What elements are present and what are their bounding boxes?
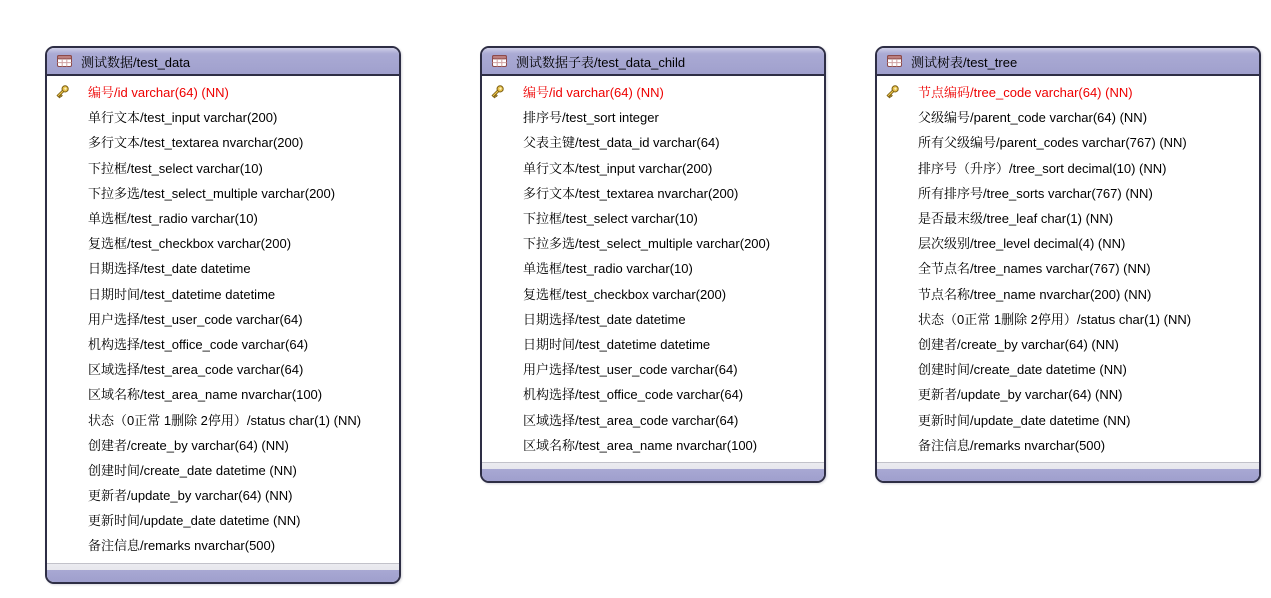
field-label: 日期时间/test_datetime datetime bbox=[88, 286, 276, 302]
field-label: 编号/id varchar(64) (NN) bbox=[88, 85, 229, 101]
field-label: 日期选择/test_date datetime bbox=[88, 261, 251, 277]
field-row[interactable] bbox=[47, 457, 399, 482]
field-label: 节点名称/tree_name nvarchar(200) (NN) bbox=[918, 286, 1152, 302]
field-label: 编号/id varchar(64) (NN) bbox=[523, 85, 664, 101]
entity-field-list bbox=[47, 76, 399, 563]
field-label: 下拉多选/test_select_multiple varchar(200) bbox=[523, 236, 771, 252]
primary-key-icon bbox=[53, 83, 71, 101]
table-icon bbox=[57, 55, 72, 67]
field-row[interactable] bbox=[47, 180, 399, 205]
field-row[interactable] bbox=[482, 381, 824, 406]
field-label: 创建时间/create_date datetime (NN) bbox=[88, 462, 297, 478]
field-row[interactable] bbox=[47, 406, 399, 431]
field-row[interactable] bbox=[47, 281, 399, 306]
field-label: 更新者/update_by varchar(64) (NN) bbox=[88, 488, 293, 504]
field-label: 用户选择/test_user_code varchar(64) bbox=[88, 311, 303, 327]
field-row-primary-key[interactable] bbox=[877, 79, 1259, 104]
entity-title: 测试树表/test_tree bbox=[911, 54, 1018, 70]
field-label: 下拉框/test_select varchar(10) bbox=[88, 160, 263, 176]
field-row[interactable] bbox=[482, 331, 824, 356]
field-row[interactable] bbox=[877, 155, 1259, 180]
table-icon bbox=[887, 55, 902, 67]
field-row[interactable] bbox=[47, 507, 399, 532]
field-label: 更新时间/update_date datetime (NN) bbox=[88, 513, 301, 529]
entity-card-test-tree[interactable] bbox=[875, 46, 1261, 483]
field-label: 状态（0正常 1删除 2停用）/status char(1) (NN) bbox=[88, 412, 362, 428]
field-row[interactable] bbox=[877, 331, 1259, 356]
field-label: 创建时间/create_date datetime (NN) bbox=[918, 362, 1127, 378]
field-label: 多行文本/test_textarea nvarchar(200) bbox=[523, 185, 739, 201]
field-row[interactable] bbox=[877, 381, 1259, 406]
entity-field-list bbox=[482, 76, 824, 462]
field-row[interactable] bbox=[482, 180, 824, 205]
field-row[interactable] bbox=[877, 230, 1259, 255]
field-label: 单行文本/test_input varchar(200) bbox=[88, 110, 278, 126]
field-label: 备注信息/remarks nvarchar(500) bbox=[918, 437, 1106, 453]
field-row[interactable] bbox=[47, 255, 399, 280]
field-row[interactable] bbox=[47, 432, 399, 457]
field-row-primary-key[interactable] bbox=[482, 79, 824, 104]
field-row[interactable] bbox=[482, 255, 824, 280]
field-row[interactable] bbox=[877, 104, 1259, 129]
entity-field-list bbox=[877, 76, 1259, 462]
field-label: 复选框/test_checkbox varchar(200) bbox=[523, 286, 727, 302]
field-row[interactable] bbox=[482, 230, 824, 255]
field-row[interactable] bbox=[47, 331, 399, 356]
entity-title: 测试数据子表/test_data_child bbox=[516, 54, 686, 70]
field-row[interactable] bbox=[482, 281, 824, 306]
field-label: 创建者/create_by varchar(64) (NN) bbox=[918, 336, 1119, 352]
field-label: 父级编号/parent_code varchar(64) (NN) bbox=[918, 110, 1148, 126]
field-row[interactable] bbox=[877, 432, 1259, 457]
field-row[interactable] bbox=[482, 432, 824, 457]
field-label: 多行文本/test_textarea nvarchar(200) bbox=[88, 135, 304, 151]
field-label: 区域名称/test_area_name nvarchar(100) bbox=[523, 437, 758, 453]
field-label: 日期选择/test_date datetime bbox=[523, 311, 686, 327]
field-row[interactable] bbox=[877, 255, 1259, 280]
field-label: 区域名称/test_area_name nvarchar(100) bbox=[88, 387, 323, 403]
field-row[interactable] bbox=[877, 281, 1259, 306]
field-row[interactable] bbox=[482, 129, 824, 154]
field-label: 排序号（升序）/tree_sort decimal(10) (NN) bbox=[918, 160, 1167, 176]
field-row[interactable] bbox=[47, 306, 399, 331]
field-row[interactable] bbox=[482, 306, 824, 331]
field-label: 下拉多选/test_select_multiple varchar(200) bbox=[88, 185, 336, 201]
field-row[interactable] bbox=[877, 356, 1259, 381]
entity-footer bbox=[47, 563, 399, 582]
entity-card-test-data[interactable] bbox=[45, 46, 401, 584]
field-label: 所有排序号/tree_sorts varchar(767) (NN) bbox=[918, 185, 1153, 201]
field-label: 创建者/create_by varchar(64) (NN) bbox=[88, 437, 289, 453]
field-label: 层次级别/tree_level decimal(4) (NN) bbox=[918, 236, 1126, 252]
field-row[interactable] bbox=[482, 406, 824, 431]
field-row[interactable] bbox=[47, 532, 399, 557]
field-label: 备注信息/remarks nvarchar(500) bbox=[88, 538, 276, 554]
entity-header[interactable] bbox=[47, 48, 399, 76]
entity-title: 测试数据/test_data bbox=[81, 54, 191, 70]
field-row[interactable] bbox=[482, 155, 824, 180]
field-label: 排序号/test_sort integer bbox=[523, 110, 659, 126]
field-row[interactable] bbox=[877, 129, 1259, 154]
field-row[interactable] bbox=[877, 205, 1259, 230]
entity-header[interactable] bbox=[877, 48, 1259, 76]
field-row[interactable] bbox=[482, 104, 824, 129]
field-row[interactable] bbox=[877, 406, 1259, 431]
field-label: 区域选择/test_area_code varchar(64) bbox=[523, 412, 739, 428]
field-row[interactable] bbox=[47, 381, 399, 406]
field-row[interactable] bbox=[482, 356, 824, 381]
field-label: 更新时间/update_date datetime (NN) bbox=[918, 412, 1131, 428]
primary-key-icon bbox=[488, 83, 506, 101]
field-row[interactable] bbox=[47, 129, 399, 154]
field-label: 节点编码/tree_code varchar(64) (NN) bbox=[918, 85, 1133, 101]
field-label: 更新者/update_by varchar(64) (NN) bbox=[918, 387, 1123, 403]
entity-card-test-data-child[interactable] bbox=[480, 46, 826, 483]
field-row[interactable] bbox=[47, 104, 399, 129]
entity-footer bbox=[877, 462, 1259, 481]
field-label: 全节点名/tree_names varchar(767) (NN) bbox=[918, 261, 1151, 277]
field-label: 下拉框/test_select varchar(10) bbox=[523, 211, 698, 227]
field-row[interactable] bbox=[47, 230, 399, 255]
field-row[interactable] bbox=[877, 306, 1259, 331]
field-label: 日期时间/test_datetime datetime bbox=[523, 336, 711, 352]
field-label: 父表主键/test_data_id varchar(64) bbox=[523, 135, 720, 151]
field-label: 单选框/test_radio varchar(10) bbox=[523, 261, 693, 277]
field-row[interactable] bbox=[47, 205, 399, 230]
field-label: 用户选择/test_user_code varchar(64) bbox=[523, 362, 738, 378]
field-label: 所有父级编号/parent_codes varchar(767) (NN) bbox=[918, 135, 1187, 151]
entity-footer bbox=[482, 462, 824, 481]
field-label: 是否最末级/tree_leaf char(1) (NN) bbox=[918, 211, 1114, 227]
field-label: 单行文本/test_input varchar(200) bbox=[523, 160, 713, 176]
primary-key-icon bbox=[883, 83, 901, 101]
field-label: 状态（0正常 1删除 2停用）/status char(1) (NN) bbox=[918, 311, 1192, 327]
field-row[interactable] bbox=[47, 356, 399, 381]
field-label: 机构选择/test_office_code varchar(64) bbox=[523, 387, 744, 403]
field-label: 区域选择/test_area_code varchar(64) bbox=[88, 362, 304, 378]
field-label: 机构选择/test_office_code varchar(64) bbox=[88, 336, 309, 352]
field-label: 单选框/test_radio varchar(10) bbox=[88, 211, 258, 227]
field-row[interactable] bbox=[47, 155, 399, 180]
field-row[interactable] bbox=[482, 205, 824, 230]
table-icon bbox=[492, 55, 507, 67]
field-row[interactable] bbox=[877, 180, 1259, 205]
field-row-primary-key[interactable] bbox=[47, 79, 399, 104]
field-label: 复选框/test_checkbox varchar(200) bbox=[88, 236, 292, 252]
entity-header[interactable] bbox=[482, 48, 824, 76]
field-row[interactable] bbox=[47, 482, 399, 507]
